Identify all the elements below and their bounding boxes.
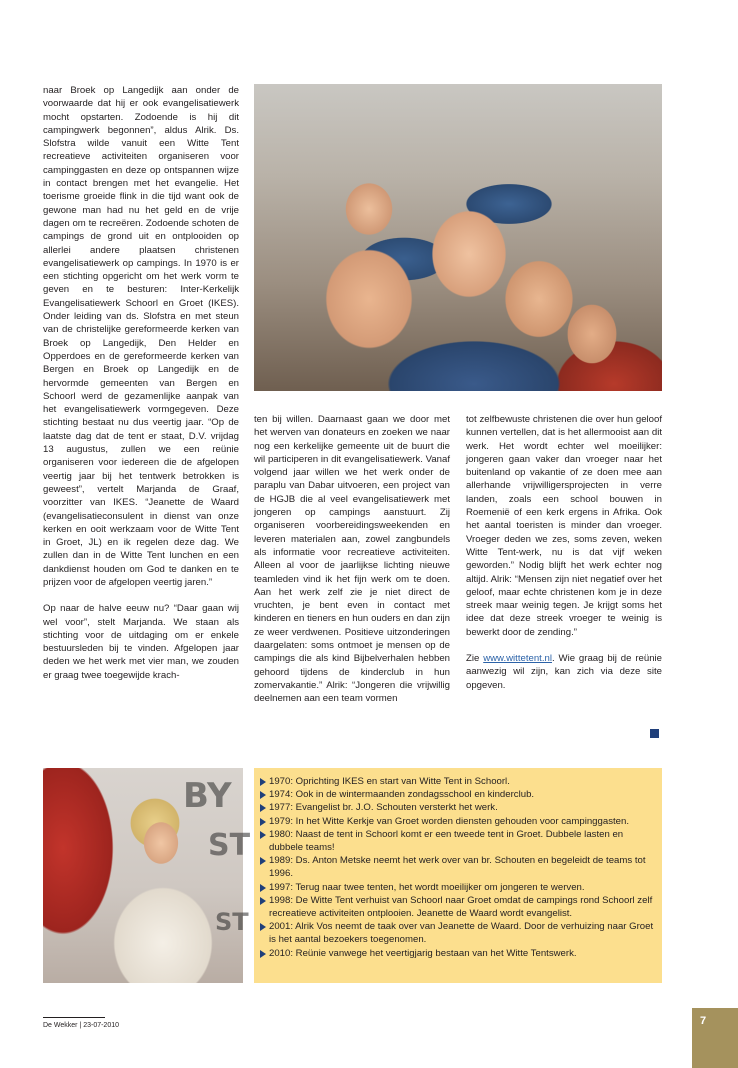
timeline-item [260,775,656,788]
timeline-item-text: 1997: Terug naar twee tenten, het wordt moeilijker om jongeren te werven. [269,881,585,893]
timeline-item-text: 1998: De Witte Tent verhuist van Schoorl naar Groet omdat de campings rond Schoorl zelf recreatieve activiteiten ontplooien. Jeanette de Waard wordt evangelist. [269,894,653,920]
timeline-item [260,815,656,828]
timeline-item [260,920,656,946]
timeline-item-text: 1979: In het Witte Kerkje van Groet worden diensten gehouden voor campinggasten. [269,815,629,827]
arrow-right-icon [260,818,266,826]
timeline-item-text: 2010: Reünie vanwege het veertigjarig bestaan van het Witte Tentswerk. [269,947,577,959]
graffiti-text-1: BY [183,776,232,816]
graffiti-text-2: ST [208,828,251,863]
page-number: 7 [699,1015,707,1027]
timeline-box [254,768,662,983]
col3-paragraph: tot zelfbewuste christenen die over hun geloof kunnen vertellen, dat is het allermooist aan dit werk. Het wordt echter wel moeilijker: jongeren gaan vaker dan vroeger naar het buitenland op vakantie of ze doen mee aan allerhande vrijwilligersprojecten in verre landen, zoals een school bouwen in Roemenië of een kerk ergens in Afrika. Ook het aantal toeristen is minder dan vroeger. Vroeger deden we zes, soms zeven, weken Witte Tent-werk, nu is dat vijf weken geworden.” Nodig blijft het werk echter nog altijd. Alrik: “Mensen zijn niet negatief over het geloof, maar echte christenen kom je in deze streek maar weinig tegen. Je krijgt soms het idee dat deze streek vroeger te weinig is bewerkt door de zending.” [466,414,662,638]
page-number-tab [692,1008,738,1068]
article-column-1 [43,84,239,695]
arrow-right-icon [260,791,266,799]
timeline-item [260,881,656,894]
col2-paragraph: ten bij willen. Daarnaast gaan we door met het werven van donateurs en zoeken we naar nog een kerkelijke gemeente uit de buurt die wil participeren in dit evangelisatiewerk. Vanaf volgend jaar willen we het werk onder de paraplu van Dabar uitvoeren, een project van de HGJB die al veel evangelisatiewerk met jongeren op campings aanstuurt. Zij organiseren voorbereidingsweekenden en leveren materialen aan, zowel zangbundels als informatie voor recreatieve activiteiten. Alleen al voor de jaarlijkse lichting nieuwe teamleden vind ik het fijn werk om te doen. Aan het werk zelf zie je niet direct de vruchten, je bent even in contact met kinderen en tieners en hun ouders en dan zijn ze weer verdwenen. Positieve uitzonderingen daargelaten: soms ontmoet je mensen op de campings die als kind Bijbelverhalen hebben gehoord tijdens de kinderclub in hun zomervakantie.” Alrik: “Jongeren die vrijwillig deelnemen aan een team vormen [254,414,450,705]
timeline-item [260,854,656,880]
timeline-item-text: 1980: Naast de tent in Schoorl komt er een tweede tent in Groet. Dubbele lasten en dubbele teams! [269,828,624,854]
arrow-right-icon [260,804,266,812]
timeline-item-text: 1974: Ook in de wintermaanden zondagsschool en kinderclub. [269,789,535,801]
col1-paragraph-2: Op naar de halve eeuw nu? “Daar gaan wij wel voor”, stelt Marjanda. We staan als stichting voor de uitdaging om er enkele bestuursleden bij te vinden. Afgelopen jaar deden we het werk met vier man, we zouden er graag twee toegewijde krach- [43,603,239,681]
col1-paragraph-1: naar Broek op Langedijk aan onder de voorwaarde dat hij er ook evangelisatiewerk mocht opstarten. Zodoende is hij dit campingwerk begonnen”, aldus Alrik. Ds. Slofstra wilde vanuit een Witte Tent recreatieve activiteiten organiseren voor campinggasten en deze op ontspannen wijze in contact brengen met het evangelie. Het toerisme groeide flink in die tijd want ook de gewone man had nu het geld en de vrije dagen om te recreëren. Zodoende schoten de campings de grond uit en ontplooiden op allerlei andere plaatsen christenen evangelisatiewerk op campings. In 1970 is er een stichting opgericht om het werk vorm te geven en te besturen: Inter-Kerkelijk Evangelisatiewerk Schoorl en Groet (IKES). Onder leiding van ds. Slofstra en met steun van de christelijke gereformeerde kerken van Broek op Langedijk, Den Helder en Opperdoes en de gereformeerde kerken van Bergen en Broek op Langedijk en de hervormde gemeenten van Bergen en Schoorl werd de gezamenlijke aanpak van het evangelisatiewerk vormgegeven. Deze stichting bestaat nu dus veertig jaar. “Op de laatste dag dat de tent er staat, D.V. vrijdag 13 augustus, zullen we een reünie organiseren voor iedereen die de afgelopen veertig jaar bij het tentwerk betrokken is geweest”, vertelt Marjanda de Graaf, voorzitter van IKES. “Jeanette de Waard (evangelisatieconsulent in dienst van onze kerken en ooit werkzaam voor de Witte Tent in Groet, JL) en ik regelen deze dag. We zullen dan in de Witte Tent lunchen en een dankdienst houden om God te danken en te prijzen voor de afgelopen veertig jaren.” [43,85,239,588]
children-group-photo [254,84,662,391]
timeline-item-text: 1977: Evangelist br. J.O. Schouten versterkt het werk. [269,802,498,814]
timeline-item [260,947,656,960]
arrow-right-icon [260,923,266,931]
article-column-2 [254,413,450,719]
closing-paragraph [466,652,662,692]
closing-prefix: Zie [466,653,484,665]
graffiti-text-3: ST [215,908,249,936]
arrow-right-icon [260,857,266,865]
timeline-item-text: 1989: Ds. Anton Metske neemt het werk over van br. Schouten en begeleidt de teams tot 1996. [269,855,646,880]
arrow-right-icon [260,884,266,892]
arrow-right-icon [260,831,266,839]
timeline-item [260,828,656,854]
footer-source: De Wekker | 23-07-2010 [43,1022,120,1029]
arrow-right-icon [260,778,266,786]
girl-reading-bible-photo [43,768,251,983]
timeline-list [254,768,662,960]
closing-suffix: . Wie graag bij de reünie aanwezig wil zijn, kan zich via deze site opgeven. [466,653,662,691]
arrow-right-icon [260,950,266,958]
timeline-item [260,788,656,801]
article-column-3 [466,413,662,705]
timeline-item [260,801,656,814]
article-end-square-icon [650,729,659,738]
footer-divider [43,1017,105,1018]
timeline-item-text: 1970: Oprichting IKES en start van Witte Tent in Schoorl. [269,776,510,787]
timeline-item [260,894,656,920]
timeline-item-text: 2001: Alrik Vos neemt de taak over van Jeanette de Waard. Door de verhuizing naar Groet is het aantal bezoekers toegenomen. [269,921,654,946]
arrow-right-icon [260,897,266,905]
website-link[interactable]: www.wittetent.nl [483,653,552,665]
